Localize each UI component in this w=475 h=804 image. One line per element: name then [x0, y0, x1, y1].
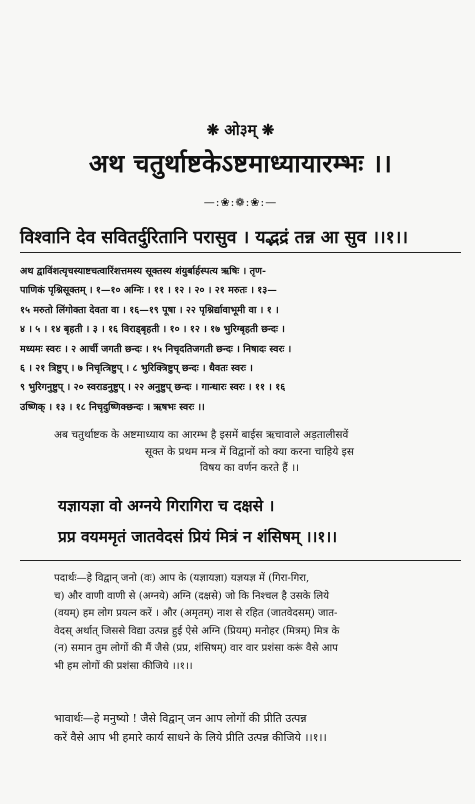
text-line: १५ मरुतो लिंगोक्ता देवता वा । १६—१९ पूषा । २२ पृश्निर्द्यावाभूमी वा । १ । — [20, 304, 279, 316]
text-line: अब चतुर्थाष्टक के अष्टमाध्याय का आरम्भ है इसमें बाईस ऋचावाले अड़तालीसवें — [54, 429, 349, 441]
chapter-title: अथ चतुर्थाष्टकेऽष्टमाध्यायारम्भः ।। — [88, 149, 393, 178]
text-line: पदार्थः—हे विद्वान् जनो (वः) आप के (यज्ञायज्ञा) यज्ञयज्ञ में (गिरा-गिरा, — [54, 573, 310, 584]
text-line: विषय का वर्णन करते हैं ।। — [199, 462, 300, 474]
mantra-line-2: प्रप्र वयममृतं जातवेदसं प्रियं मित्रं न शंसिषम् ।।१।। — [58, 527, 338, 546]
text-line: करें वैसे आप भी हमारे कार्य साधने के लिये प्रीति उत्पन्न कीजिये ।।१।। — [54, 730, 327, 744]
mantra-line-1: यज्ञायज्ञा वो अग्नये गिरागिरा च दक्षसे । — [58, 496, 275, 515]
opening-mantra: विश्वानि देव सवितर्दुरितानि परासुव । यद्भद्रं तन्न आ सुव ।।१।। — [20, 228, 408, 248]
text-line: वेदस् अर्थात् जिससे विद्या उत्पन्न हुई ऐसे अग्नि (प्रियम्) मनोहर (मित्रम्) मित्र के — [54, 625, 340, 637]
padartha-section — [54, 570, 455, 676]
ornament-divider: —:❀:❁:❀:— — [203, 196, 278, 209]
divider-line — [20, 560, 461, 561]
bhavartha-section — [54, 710, 455, 747]
text-line: च) और वाणी वाणी से (अग्नये) अग्नि (दक्षसे) जो कि निश्चल है उसके लिये — [54, 590, 330, 602]
text-line: (न) समान तुम लोगों की मैं जैसे (प्रप्र, शंसिषम्) वार वार प्रशंसा करूं वैसे आप — [54, 643, 338, 655]
text-line: पाणिकं पृश्निसूक्तम् । १—१० अग्निः । ११ । १२ । २० । २१ मरुतः । १३— — [20, 285, 277, 297]
divider-line — [20, 252, 461, 253]
text-line: ९ भुरिगनुष्टुप् । २० स्वराडनुष्टुप् । २२ अनुष्टुप् छन्दः । गान्धारः स्वरः । ११ । १६ — [20, 382, 286, 394]
hindi-introduction — [54, 427, 445, 477]
text-line: भावार्थः—हे मनुष्यो ! जैसे विद्वान् जन आप लोगों की प्रीति उत्पन्न — [54, 712, 307, 725]
sukta-metadata — [20, 262, 461, 417]
text-line: ४ । ५ । १४ बृहती । ३ । १६ विराड्बृहती । १० । १२ । १७ भुरिग्बृहती छन्दः । — [20, 324, 285, 336]
text-line: मध्यमः स्वरः । २ आर्ची जगती छन्दः । १५ निचृदतिजगती छन्दः । निषादः स्वरः । — [20, 343, 292, 355]
text-line: सूक्त के प्रथम मन्त्र में विद्वानों को क्या करना चाहिये इस — [145, 445, 354, 458]
text-line: अथ द्वाविंशत्यृचस्याष्टचत्वारिंशत्तमस्य सूक्तस्य शंयुर्बार्हस्पत्य ऋषिः । तृण- — [20, 266, 266, 277]
text-line: उष्णिक् । १३ । १८ निचृदुष्णिक्छन्दः । ऋषभः स्वरः ।। — [20, 401, 205, 413]
text-line: ६ । २१ त्रिष्टुप् । ७ निचृत्त्रिष्टुप् । ८ भुरिक्त्रिष्टुप् छन्दः । धैवतः स्वरः । — [20, 363, 253, 375]
text-line: (वयम्) हम लोग प्रयत्न करें । और (अमृतम्) नाश से रहित (जातवेदसम्) जात- — [54, 608, 338, 620]
om-heading: ❋ ओ३म् ❋ — [206, 121, 275, 139]
text-line: भी हम लोगों की प्रशंसा कीजिये ।।१।। — [54, 660, 193, 672]
